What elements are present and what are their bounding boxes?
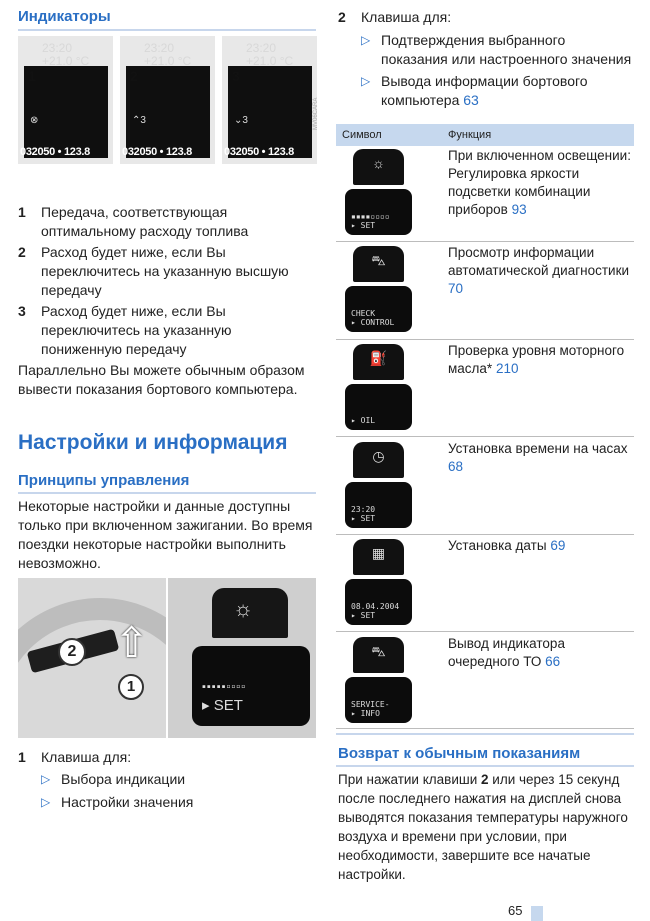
key2-sub-2: ▷ Вывода информации бортового компьютера 63 [361,73,588,108]
triangle-bullet-icon: ▷ [361,33,371,47]
symbol-clock [345,442,412,528]
principles-text: Некоторые настройки и данные доступны только при включенном зажигании. Во время поездки некоторые настройки выполнить невозможно. [18,498,313,571]
indicator-panel-2 [120,36,215,164]
symbol-service-info [345,637,412,723]
downshift-indicator-icon: ⌄3 [234,115,248,126]
page-number: 65 [508,903,523,918]
display-set-text: ▸ SET [202,697,243,714]
return-text: При нажатии клавиши 2 или через 15 секунд после последнего нажатия на дисплей снова выводятся показания температуры наружного воздуха и времени при условии, при необходимости, завершите все начатые настройки. [338,772,628,882]
image-code: MV06CARA [313,97,319,130]
car-service-icon: ⛍ [371,643,386,659]
table-row: При включенном освещении: Регулировка яркости подсветки комбинации приборов 93 [448,148,631,217]
header-function: Функция [448,129,492,141]
steering-wheel-photo [18,578,166,738]
panel-clock: 23:20 +21.0 °C [42,41,90,68]
brightness-scale: ▪▪▪▪▪▫▫▫▫ [202,681,247,693]
panel-clock: 23:20 +21.0 °C [144,41,192,68]
symbol-oil [345,344,412,430]
table-row: Вывод индикатора очередного ТО 66 [448,636,565,669]
car-icon: ⛍ [371,252,386,268]
panel-label: 1 [28,68,36,84]
triangle-bullet-icon: ▷ [361,74,371,88]
odometer: 032050 • 123.8 [224,146,294,158]
page-tab [531,906,543,921]
odometer: 032050 • 123.8 [20,146,90,158]
page-link[interactable]: 93 [511,202,527,217]
panel-label: 2 [130,68,138,84]
indicator-panel-1 [18,36,113,164]
symbol-display-text: ▸ OIL [351,416,376,425]
page-link[interactable]: 66 [545,654,561,669]
parallel-text: Параллельно Вы можете обычным образом вывести показания бортового компьютера. [18,362,305,397]
table-row: Установка даты 69 [448,538,566,553]
triangle-bullet-icon: ▷ [41,772,51,786]
odometer: 032050 • 123.8 [122,146,192,158]
symbol-display-text: CHECK ▸ CONTROL [351,309,395,327]
calendar-icon: ▦ [371,545,386,561]
display-closeup-photo [168,578,316,738]
symbol-display-text: 08.04.2004 ▸ SET [351,602,400,620]
settings-title: Настройки и информация [18,431,288,454]
panel-clock: 23:20 +21.0 °C [246,41,294,68]
clock-icon: ◷ [372,448,385,464]
symbol-check-control [345,246,412,332]
indicators-title: Индикаторы [18,8,111,25]
page-link[interactable]: 63 [463,92,479,108]
page-link[interactable]: 68 [448,459,464,474]
callout-2: 2 [58,638,86,666]
symbol-brightness [345,149,412,235]
symbol-display-text: ▪▪▪▪▫▫▫▫ ▸ SET [351,212,390,230]
table-header [336,124,634,146]
upshift-indicator-icon: ⌃3 [132,115,146,126]
symbol-date [345,539,412,625]
header-symbol: Символ [342,129,382,141]
indicator-panel-3 [222,36,317,164]
return-title: Возврат к обычным показаниям [338,745,581,762]
table-row: Проверка уровня моторного масла* 210 [448,343,625,376]
oil-can-icon: ⛽ [369,350,388,366]
brightness-icon: ☼ [372,155,385,171]
table-row: Просмотр информации автоматической диагностики 70 [448,245,630,296]
principles-title: Принципы управления [18,472,190,489]
table-row: Установка времени на часах 68 [448,441,628,474]
triangle-bullet-icon: ▷ [41,795,51,809]
symbol-display-text: SERVICE- ▸ INFO [351,700,390,718]
page-link[interactable]: 210 [495,361,519,376]
key2-sub-1: ▷ Подтверждения выбранного показания или настроенного значения [361,32,632,67]
panel-label: 3 [232,68,240,84]
brightness-icon: ☼ [233,596,254,621]
callout-1: 1 [118,674,144,700]
gear-indicator-icon: ⊗ [30,115,39,126]
page-link[interactable]: 70 [448,281,464,296]
page-link[interactable]: 69 [550,538,566,553]
arrow-up-icon: ⇧ [114,619,150,666]
symbol-display-text: 23:20 ▸ SET [351,505,376,523]
